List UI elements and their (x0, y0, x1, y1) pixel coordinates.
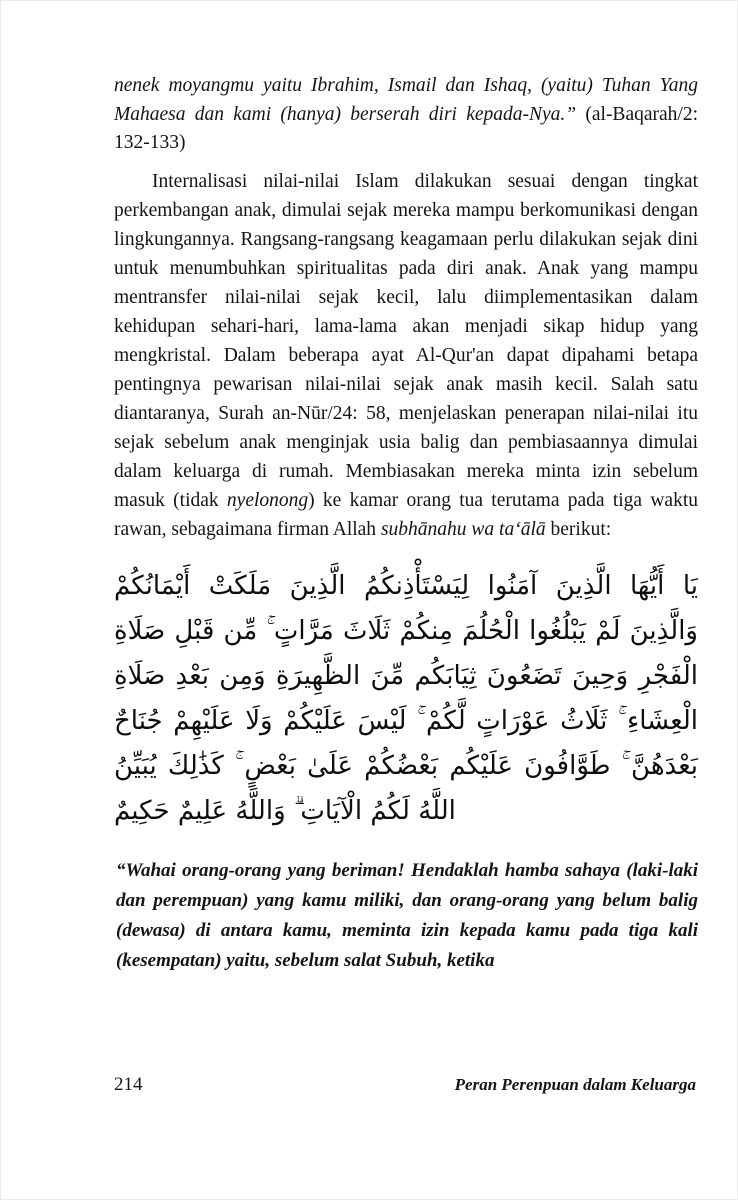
paragraph-text-1: Internalisasi nilai-nilai Islam dilakukan sesuai dengan tingkat perkembangan anak, dimulai sejak mereka mampu berkomunikasi dengan lingkungannya. Rangsang-rangsang keagamaan perlu dilakukan sejak dini untuk menumbuhkan spiritualitas pada diri anak. Anak yang mampu mentransfer nilai-nilai sejak kecil, lalu diimplementasikan dalam kehidupan sehari-hari, lama-lama akan menjadi sikap hidup yang mengkristal. Dalam beberapa ayat Al-Qur'an dapat dipahami betapa pentingnya pewarisan nilai-nilai sejak anak masih kecil. Salah satu diantaranya, Surah an-Nūr/24: 58, menjelaskan penerapan nilai-nilai itu sejak sebelum anak menginjak usia balig dan pembiasaannya dimulai dalam keluarga di rumah. Membiasakan mereka minta izin sebelum masuk (tidak (114, 170, 698, 511)
page-footer (114, 1074, 696, 1096)
verse-translation: “Wahai orang-orang yang beriman! Hendaklah hamba sahaya (laki-laki dan perempuan) yang kamu miliki, dan orang-orang yang belum balig (dewasa) di antara kamu, meminta izin kepada kamu pada tiga kali (kesempatan) yaitu, sebelum salat Subuh, ketika (116, 859, 698, 971)
arabic-quran-verse: يَا أَيُّهَا الَّذِينَ آمَنُوا لِيَسْتَأْذِنكُمُ الَّذِينَ مَلَكَتْ أَيْمَانُكُمْ وَالَّذِينَ لَمْ يَبْلُغُوا الْحُلُمَ مِنكُمْ ثَلَاثَ مَرَّاتٍ ۚ مِّن قَبْلِ صَلَاةِ الْفَجْرِ وَحِينَ تَضَعُونَ ثِيَابَكُم مِّنَ الظَّهِيرَةِ وَمِن بَعْدِ صَلَاةِ الْعِشَاءِ ۚ ثَلَاثُ عَوْرَاتٍ لَّكُمْ ۚ لَيْسَ عَلَيْكُمْ وَلَا عَلَيْهِمْ جُنَاحٌ بَعْدَهُنَّ ۚ طَوَّافُونَ عَلَيْكُم بَعْضُكُمْ عَلَىٰ بَعْضٍ ۚ كَذَٰلِكَ يُبَيِّنُ اللَّهُ لَكُمُ الْآيَاتِ ۗ وَاللَّهُ عَلِيمٌ حَكِيمٌ (114, 570, 698, 826)
quote-italic-text: nenek moyangmu yaitu Ibrahim, Ismail dan Ishaq, (yaitu) Tuhan Yang Mahaesa dan kami (hanya) berserah diri kepada-Nya.” (114, 75, 698, 125)
paragraph-text-3: berikut: (545, 518, 612, 540)
quote-reference: (al-Baqarah/2: 132-133) (114, 103, 698, 153)
quote-continuation (114, 72, 698, 158)
paragraph-text-2: ) ke kamar orang tua terutama pada tiga waktu rawan, sebagaimana firman Allah (114, 489, 698, 540)
body-paragraph (114, 167, 698, 544)
paragraph-italic-nyelonong: nyelonong (226, 489, 309, 511)
running-title: Peran Perenpuan dalam Keluarga (454, 1075, 696, 1094)
paragraph-italic-subhanahu: subhānahu wa ta‘ālā (380, 518, 546, 540)
page-content (114, 72, 698, 976)
page-number: 214 (114, 1074, 143, 1095)
